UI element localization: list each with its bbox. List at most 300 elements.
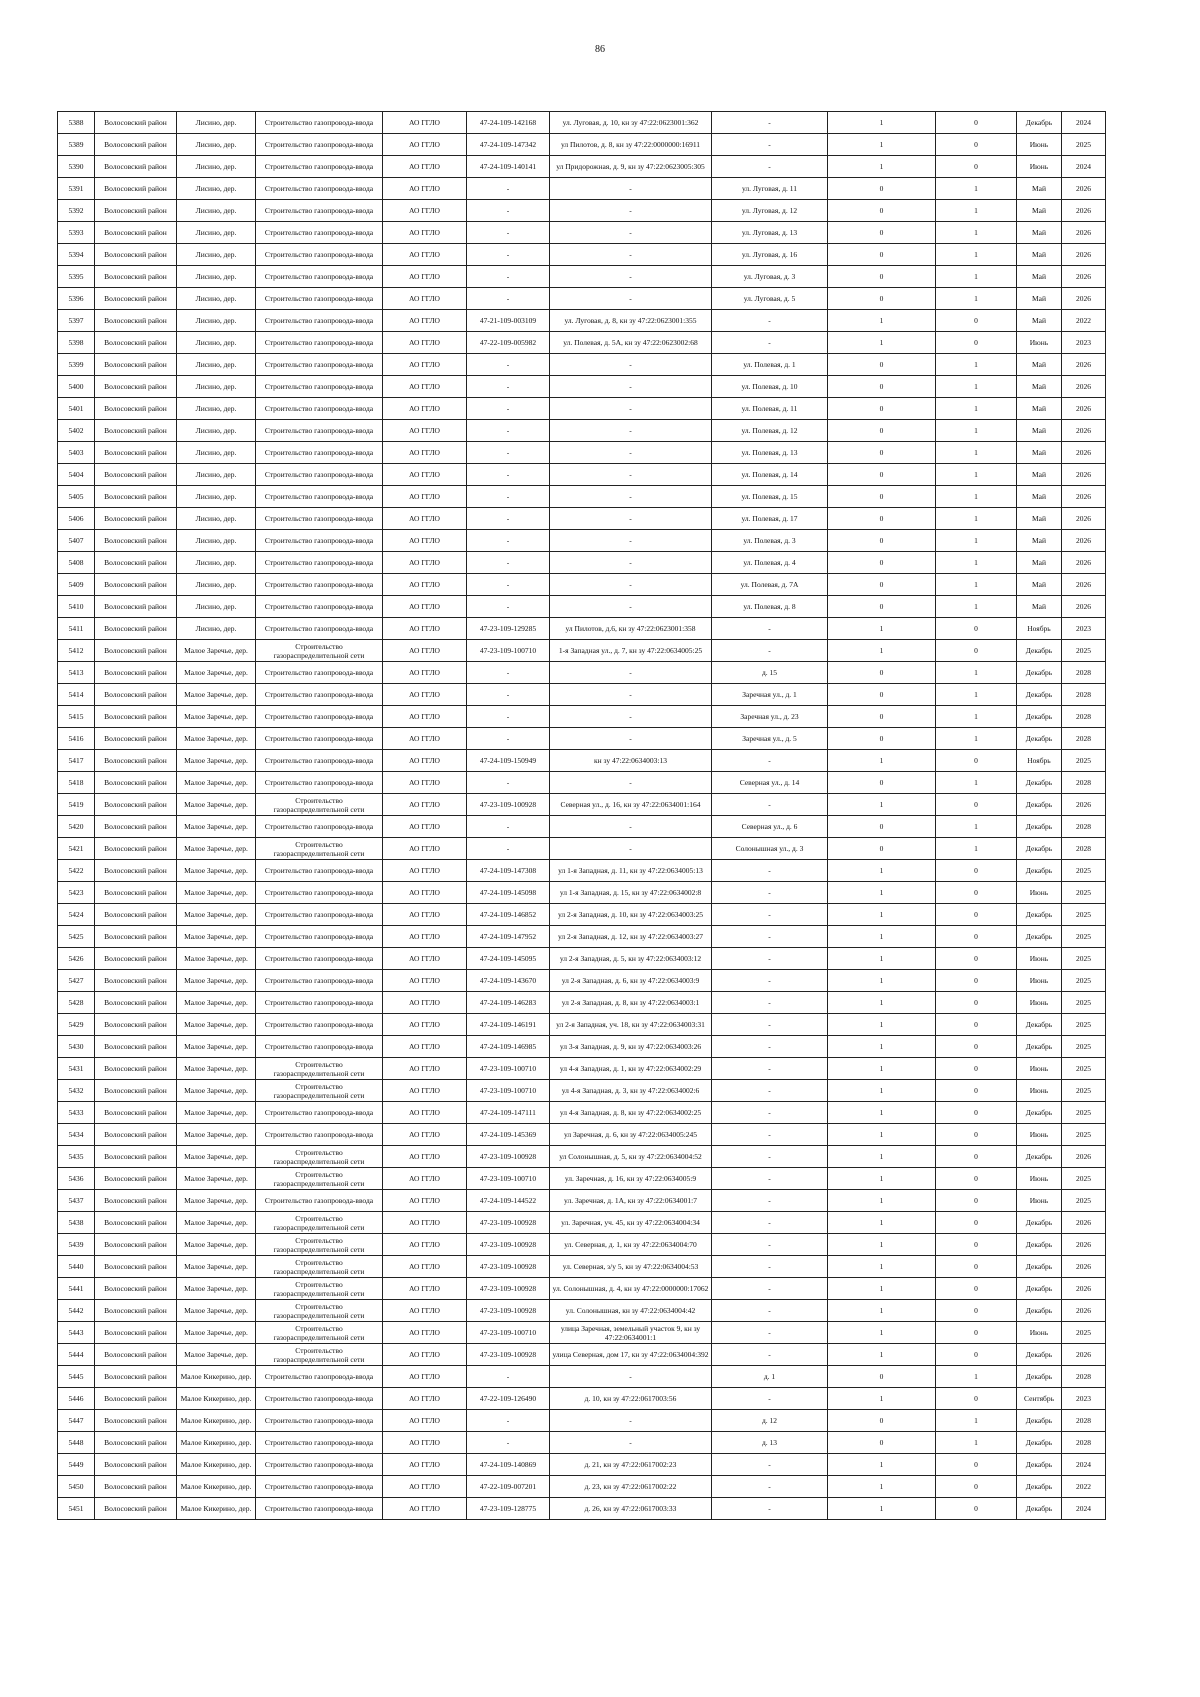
- address-cell: -: [712, 992, 828, 1014]
- planned-count-cell: 1: [936, 464, 1017, 486]
- connected-count-cell: 1: [828, 926, 936, 948]
- contract-number-cell: -: [467, 222, 550, 244]
- cadastral-address-cell: ул 2-я Западная, д. 12, кн зу 47:22:0634003:27: [550, 926, 712, 948]
- planned-count-cell: 0: [936, 1454, 1017, 1476]
- settlement-cell: Малое Заречье, дер.: [177, 926, 256, 948]
- month-cell: Декабрь: [1017, 1344, 1062, 1366]
- month-cell: Декабрь: [1017, 640, 1062, 662]
- table-row: [58, 1212, 1106, 1234]
- connected-count-cell: 0: [828, 464, 936, 486]
- month-cell: Декабрь: [1017, 706, 1062, 728]
- district-cell: Волосовский район: [95, 156, 177, 178]
- work-type-cell: Строительство газопровода-ввода: [256, 530, 383, 552]
- operator-cell: АО ГГЛО: [383, 486, 467, 508]
- address-cell: -: [712, 1344, 828, 1366]
- row-number: 5435: [58, 1146, 95, 1168]
- connected-count-cell: 1: [828, 860, 936, 882]
- contract-number-cell: 47-23-109-100710: [467, 1322, 550, 1344]
- row-number: 5451: [58, 1498, 95, 1520]
- work-type-cell: Строительство газораспределительной сети: [256, 1168, 383, 1190]
- district-cell: Волосовский район: [95, 574, 177, 596]
- table-row: [58, 640, 1106, 662]
- settlement-cell: Лисино, дер.: [177, 442, 256, 464]
- operator-cell: АО ГГЛО: [383, 1388, 467, 1410]
- planned-count-cell: 1: [936, 486, 1017, 508]
- row-number: 5429: [58, 1014, 95, 1036]
- contract-number-cell: 47-24-109-144522: [467, 1190, 550, 1212]
- address-cell: -: [712, 156, 828, 178]
- planned-count-cell: 0: [936, 1168, 1017, 1190]
- address-cell: -: [712, 310, 828, 332]
- planned-count-cell: 1: [936, 706, 1017, 728]
- month-cell: Декабрь: [1017, 860, 1062, 882]
- settlement-cell: Малое Заречье, дер.: [177, 1300, 256, 1322]
- district-cell: Волосовский район: [95, 1168, 177, 1190]
- operator-cell: АО ГГЛО: [383, 1146, 467, 1168]
- contract-number-cell: -: [467, 244, 550, 266]
- year-cell: 2025: [1062, 948, 1106, 970]
- work-type-cell: Строительство газопровода-ввода: [256, 1102, 383, 1124]
- year-cell: 2026: [1062, 200, 1106, 222]
- row-number: 5406: [58, 508, 95, 530]
- district-cell: Волосовский район: [95, 420, 177, 442]
- cadastral-address-cell: -: [550, 1366, 712, 1388]
- operator-cell: АО ГГЛО: [383, 398, 467, 420]
- planned-count-cell: 1: [936, 728, 1017, 750]
- address-cell: -: [712, 1102, 828, 1124]
- address-cell: -: [712, 1080, 828, 1102]
- month-cell: Декабрь: [1017, 1014, 1062, 1036]
- page-number: 86: [595, 44, 605, 55]
- work-type-cell: Строительство газопровода-ввода: [256, 398, 383, 420]
- work-type-cell: Строительство газопровода-ввода: [256, 1124, 383, 1146]
- planned-count-cell: 1: [936, 772, 1017, 794]
- district-cell: Волосовский район: [95, 112, 177, 134]
- month-cell: Декабрь: [1017, 1454, 1062, 1476]
- planned-count-cell: 1: [936, 1410, 1017, 1432]
- row-number: 5396: [58, 288, 95, 310]
- settlement-cell: Малое Кикерино, дер.: [177, 1476, 256, 1498]
- settlement-cell: Малое Заречье, дер.: [177, 706, 256, 728]
- work-type-cell: Строительство газопровода-ввода: [256, 332, 383, 354]
- district-cell: Волосовский район: [95, 684, 177, 706]
- district-cell: Волосовский район: [95, 926, 177, 948]
- contract-number-cell: 47-24-109-140141: [467, 156, 550, 178]
- connected-count-cell: 1: [828, 1498, 936, 1520]
- cadastral-address-cell: ул. Солонышная, д. 4, кн зу 47:22:0000000:17062: [550, 1278, 712, 1300]
- contract-number-cell: -: [467, 574, 550, 596]
- work-type-cell: Строительство газораспределительной сети: [256, 1212, 383, 1234]
- operator-cell: АО ГГЛО: [383, 684, 467, 706]
- settlement-cell: Малое Заречье, дер.: [177, 992, 256, 1014]
- table-row: [58, 1014, 1106, 1036]
- operator-cell: АО ГГЛО: [383, 860, 467, 882]
- table-row: [58, 1388, 1106, 1410]
- connected-count-cell: 1: [828, 1388, 936, 1410]
- planned-count-cell: 0: [936, 134, 1017, 156]
- row-number: 5445: [58, 1366, 95, 1388]
- planned-count-cell: 1: [936, 508, 1017, 530]
- row-number: 5416: [58, 728, 95, 750]
- address-cell: -: [712, 1454, 828, 1476]
- connected-count-cell: 1: [828, 1058, 936, 1080]
- year-cell: 2028: [1062, 1432, 1106, 1454]
- planned-count-cell: 1: [936, 530, 1017, 552]
- settlement-cell: Лисино, дер.: [177, 552, 256, 574]
- year-cell: 2026: [1062, 552, 1106, 574]
- cadastral-address-cell: ул. Заречная, д. 1А, кн зу 47:22:0634001:7: [550, 1190, 712, 1212]
- district-cell: Волосовский район: [95, 838, 177, 860]
- table-row: [58, 1080, 1106, 1102]
- operator-cell: АО ГГЛО: [383, 1190, 467, 1212]
- row-number: 5439: [58, 1234, 95, 1256]
- row-number: 5413: [58, 662, 95, 684]
- address-cell: -: [712, 134, 828, 156]
- connected-count-cell: 1: [828, 1300, 936, 1322]
- district-cell: Волосовский район: [95, 1366, 177, 1388]
- month-cell: Июнь: [1017, 1168, 1062, 1190]
- year-cell: 2026: [1062, 376, 1106, 398]
- cadastral-address-cell: -: [550, 596, 712, 618]
- month-cell: Июнь: [1017, 156, 1062, 178]
- table-row: [58, 200, 1106, 222]
- planned-count-cell: 0: [936, 1476, 1017, 1498]
- connected-count-cell: 1: [828, 1080, 936, 1102]
- work-type-cell: Строительство газопровода-ввода: [256, 266, 383, 288]
- planned-count-cell: 1: [936, 1432, 1017, 1454]
- address-cell: ул. Полевая, д. 7А: [712, 574, 828, 596]
- table-row: [58, 838, 1106, 860]
- cadastral-address-cell: ул. Заречная, д. 16, кн зу 47:22:0634005:9: [550, 1168, 712, 1190]
- settlement-cell: Лисино, дер.: [177, 244, 256, 266]
- contract-number-cell: 47-23-109-100928: [467, 1300, 550, 1322]
- connected-count-cell: 1: [828, 948, 936, 970]
- table-row: [58, 750, 1106, 772]
- operator-cell: АО ГГЛО: [383, 1344, 467, 1366]
- address-cell: д. 15: [712, 662, 828, 684]
- address-cell: Заречная ул., д. 1: [712, 684, 828, 706]
- connected-count-cell: 1: [828, 134, 936, 156]
- cadastral-address-cell: ул 4-я Западная, д. 1, кн зу 47:22:0634002:29: [550, 1058, 712, 1080]
- contract-number-cell: 47-24-109-146191: [467, 1014, 550, 1036]
- settlement-cell: Малое Заречье, дер.: [177, 882, 256, 904]
- settlement-cell: Лисино, дер.: [177, 596, 256, 618]
- planned-count-cell: 0: [936, 1058, 1017, 1080]
- contract-number-cell: -: [467, 662, 550, 684]
- year-cell: 2028: [1062, 706, 1106, 728]
- settlement-cell: Малое Заречье, дер.: [177, 750, 256, 772]
- address-cell: -: [712, 1256, 828, 1278]
- settlement-cell: Малое Кикерино, дер.: [177, 1410, 256, 1432]
- row-number: 5426: [58, 948, 95, 970]
- address-cell: ул. Луговая, д. 3: [712, 266, 828, 288]
- planned-count-cell: 0: [936, 332, 1017, 354]
- connected-count-cell: 1: [828, 1146, 936, 1168]
- district-cell: Волосовский район: [95, 882, 177, 904]
- cadastral-address-cell: ул 2-я Западная, д. 6, кн зу 47:22:0634003:9: [550, 970, 712, 992]
- settlement-cell: Малое Заречье, дер.: [177, 1212, 256, 1234]
- settlement-cell: Малое Заречье, дер.: [177, 838, 256, 860]
- year-cell: 2025: [1062, 970, 1106, 992]
- connected-count-cell: 1: [828, 112, 936, 134]
- operator-cell: АО ГГЛО: [383, 574, 467, 596]
- month-cell: Июнь: [1017, 948, 1062, 970]
- month-cell: Июнь: [1017, 992, 1062, 1014]
- operator-cell: АО ГГЛО: [383, 1058, 467, 1080]
- contract-number-cell: -: [467, 1410, 550, 1432]
- planned-count-cell: 0: [936, 1344, 1017, 1366]
- contract-number-cell: -: [467, 530, 550, 552]
- district-cell: Волосовский район: [95, 552, 177, 574]
- contract-number-cell: -: [467, 288, 550, 310]
- district-cell: Волосовский район: [95, 200, 177, 222]
- year-cell: 2026: [1062, 1256, 1106, 1278]
- district-cell: Волосовский район: [95, 1036, 177, 1058]
- settlement-cell: Малое Заречье, дер.: [177, 904, 256, 926]
- settlement-cell: Малое Заречье, дер.: [177, 1146, 256, 1168]
- table-row: [58, 1256, 1106, 1278]
- connected-count-cell: 0: [828, 1410, 936, 1432]
- address-cell: ул. Полевая, д. 17: [712, 508, 828, 530]
- address-cell: -: [712, 1014, 828, 1036]
- settlement-cell: Лисино, дер.: [177, 288, 256, 310]
- work-type-cell: Строительство газопровода-ввода: [256, 1036, 383, 1058]
- cadastral-address-cell: -: [550, 574, 712, 596]
- month-cell: Май: [1017, 200, 1062, 222]
- address-cell: -: [712, 926, 828, 948]
- district-cell: Волосовский район: [95, 816, 177, 838]
- address-cell: -: [712, 1190, 828, 1212]
- work-type-cell: Строительство газопровода-ввода: [256, 1190, 383, 1212]
- cadastral-address-cell: -: [550, 200, 712, 222]
- settlement-cell: Лисино, дер.: [177, 420, 256, 442]
- month-cell: Май: [1017, 398, 1062, 420]
- contract-number-cell: -: [467, 266, 550, 288]
- address-cell: ул. Луговая, д. 12: [712, 200, 828, 222]
- district-cell: Волосовский район: [95, 1388, 177, 1410]
- contract-number-cell: 47-24-109-145369: [467, 1124, 550, 1146]
- year-cell: 2025: [1062, 750, 1106, 772]
- month-cell: Июнь: [1017, 1190, 1062, 1212]
- connected-count-cell: 0: [828, 398, 936, 420]
- address-cell: ул. Полевая, д. 4: [712, 552, 828, 574]
- connected-count-cell: 1: [828, 904, 936, 926]
- district-cell: Волосовский район: [95, 486, 177, 508]
- row-number: 5424: [58, 904, 95, 926]
- cadastral-address-cell: ул 1-я Западная, д. 15, кн зу 47:22:0634002:8: [550, 882, 712, 904]
- address-cell: д. 13: [712, 1432, 828, 1454]
- work-type-cell: Строительство газопровода-ввода: [256, 112, 383, 134]
- planned-count-cell: 0: [936, 1234, 1017, 1256]
- planned-count-cell: 0: [936, 1278, 1017, 1300]
- year-cell: 2025: [1062, 134, 1106, 156]
- work-type-cell: Строительство газопровода-ввода: [256, 1410, 383, 1432]
- work-type-cell: Строительство газопровода-ввода: [256, 882, 383, 904]
- address-cell: ул. Полевая, д. 3: [712, 530, 828, 552]
- address-cell: ул. Полевая, д. 12: [712, 420, 828, 442]
- cadastral-address-cell: -: [550, 684, 712, 706]
- month-cell: Сентябрь: [1017, 1388, 1062, 1410]
- month-cell: Декабрь: [1017, 1146, 1062, 1168]
- month-cell: Декабрь: [1017, 1102, 1062, 1124]
- district-cell: Волосовский район: [95, 1300, 177, 1322]
- operator-cell: АО ГГЛО: [383, 750, 467, 772]
- address-cell: -: [712, 1476, 828, 1498]
- connected-count-cell: 0: [828, 684, 936, 706]
- planned-count-cell: 0: [936, 1322, 1017, 1344]
- contract-number-cell: 47-21-109-003109: [467, 310, 550, 332]
- year-cell: 2026: [1062, 288, 1106, 310]
- contract-number-cell: -: [467, 728, 550, 750]
- year-cell: 2026: [1062, 1278, 1106, 1300]
- row-number: 5428: [58, 992, 95, 1014]
- connected-count-cell: 1: [828, 640, 936, 662]
- connected-count-cell: 1: [828, 750, 936, 772]
- row-number: 5414: [58, 684, 95, 706]
- cadastral-address-cell: -: [550, 244, 712, 266]
- table-row: [58, 706, 1106, 728]
- year-cell: 2025: [1062, 992, 1106, 1014]
- connected-count-cell: 1: [828, 1190, 936, 1212]
- operator-cell: АО ГГЛО: [383, 970, 467, 992]
- month-cell: Май: [1017, 530, 1062, 552]
- settlement-cell: Лисино, дер.: [177, 200, 256, 222]
- contract-number-cell: -: [467, 838, 550, 860]
- settlement-cell: Лисино, дер.: [177, 508, 256, 530]
- connected-count-cell: 0: [828, 222, 936, 244]
- operator-cell: АО ГГЛО: [383, 420, 467, 442]
- year-cell: 2026: [1062, 354, 1106, 376]
- cadastral-address-cell: -: [550, 508, 712, 530]
- connected-count-cell: 1: [828, 794, 936, 816]
- year-cell: 2023: [1062, 332, 1106, 354]
- district-cell: Волосовский район: [95, 992, 177, 1014]
- planned-count-cell: 0: [936, 904, 1017, 926]
- cadastral-address-cell: ул Пилотов, д.6, кн зу 47:22:0623001:358: [550, 618, 712, 640]
- row-number: 5418: [58, 772, 95, 794]
- row-number: 5395: [58, 266, 95, 288]
- operator-cell: АО ГГЛО: [383, 596, 467, 618]
- contract-number-cell: -: [467, 508, 550, 530]
- work-type-cell: Строительство газопровода-ввода: [256, 420, 383, 442]
- work-type-cell: Строительство газораспределительной сети: [256, 1146, 383, 1168]
- operator-cell: АО ГГЛО: [383, 1036, 467, 1058]
- table-row: [58, 794, 1106, 816]
- settlement-cell: Малое Заречье, дер.: [177, 1190, 256, 1212]
- address-cell: -: [712, 1388, 828, 1410]
- year-cell: 2025: [1062, 926, 1106, 948]
- operator-cell: АО ГГЛО: [383, 706, 467, 728]
- planned-count-cell: 1: [936, 552, 1017, 574]
- planned-count-cell: 0: [936, 882, 1017, 904]
- year-cell: 2025: [1062, 1322, 1106, 1344]
- work-type-cell: Строительство газопровода-ввода: [256, 222, 383, 244]
- address-cell: -: [712, 1058, 828, 1080]
- month-cell: Декабрь: [1017, 1278, 1062, 1300]
- year-cell: 2026: [1062, 574, 1106, 596]
- address-cell: -: [712, 640, 828, 662]
- contract-number-cell: 47-24-109-146283: [467, 992, 550, 1014]
- cadastral-address-cell: улица Северная, дом 17, кн зу 47:22:0634004:392: [550, 1344, 712, 1366]
- district-cell: Волосовский район: [95, 706, 177, 728]
- row-number: 5423: [58, 882, 95, 904]
- work-type-cell: Строительство газопровода-ввода: [256, 1014, 383, 1036]
- operator-cell: АО ГГЛО: [383, 1300, 467, 1322]
- district-cell: Волосовский район: [95, 904, 177, 926]
- row-number: 5421: [58, 838, 95, 860]
- district-cell: Волосовский район: [95, 772, 177, 794]
- contract-number-cell: 47-24-109-140869: [467, 1454, 550, 1476]
- work-type-cell: Строительство газопровода-ввода: [256, 508, 383, 530]
- contract-number-cell: -: [467, 486, 550, 508]
- district-cell: Волосовский район: [95, 1498, 177, 1520]
- contract-number-cell: 47-23-109-100928: [467, 1344, 550, 1366]
- work-type-cell: Строительство газопровода-ввода: [256, 904, 383, 926]
- cadastral-address-cell: ул 3-я Западная, д. 9, кн зу 47:22:0634003:26: [550, 1036, 712, 1058]
- address-cell: Солонышная ул., д. 3: [712, 838, 828, 860]
- contract-number-cell: -: [467, 420, 550, 442]
- settlement-cell: Лисино, дер.: [177, 332, 256, 354]
- address-cell: ул. Полевая, д. 14: [712, 464, 828, 486]
- operator-cell: АО ГГЛО: [383, 112, 467, 134]
- table-row: [58, 1476, 1106, 1498]
- district-cell: Волосовский район: [95, 1344, 177, 1366]
- row-number: 5433: [58, 1102, 95, 1124]
- cadastral-address-cell: -: [550, 706, 712, 728]
- settlement-cell: Лисино, дер.: [177, 266, 256, 288]
- operator-cell: АО ГГЛО: [383, 816, 467, 838]
- contract-number-cell: 47-22-109-126490: [467, 1388, 550, 1410]
- address-cell: ул. Луговая, д. 16: [712, 244, 828, 266]
- work-type-cell: Строительство газораспределительной сети: [256, 1344, 383, 1366]
- cadastral-address-cell: ул. Заречная, уч. 45, кн зу 47:22:0634004:34: [550, 1212, 712, 1234]
- contract-number-cell: 47-22-109-007201: [467, 1476, 550, 1498]
- month-cell: Декабрь: [1017, 1498, 1062, 1520]
- operator-cell: АО ГГЛО: [383, 354, 467, 376]
- table-row: [58, 1168, 1106, 1190]
- settlement-cell: Малое Заречье, дер.: [177, 860, 256, 882]
- planned-count-cell: 1: [936, 178, 1017, 200]
- table-row: [58, 552, 1106, 574]
- work-type-cell: Строительство газопровода-ввода: [256, 178, 383, 200]
- district-cell: Волосовский район: [95, 222, 177, 244]
- connected-count-cell: 0: [828, 816, 936, 838]
- month-cell: Декабрь: [1017, 728, 1062, 750]
- settlement-cell: Малое Кикерино, дер.: [177, 1498, 256, 1520]
- work-type-cell: Строительство газопровода-ввода: [256, 684, 383, 706]
- cadastral-address-cell: кн зу 47:22:0634003:13: [550, 750, 712, 772]
- connected-count-cell: 1: [828, 1322, 936, 1344]
- settlement-cell: Малое Заречье, дер.: [177, 1278, 256, 1300]
- work-type-cell: Строительство газопровода-ввода: [256, 574, 383, 596]
- connected-count-cell: 0: [828, 244, 936, 266]
- settlement-cell: Малое Заречье, дер.: [177, 1080, 256, 1102]
- month-cell: Декабрь: [1017, 1432, 1062, 1454]
- cadastral-address-cell: Северная ул., д. 16, кн зу 47:22:0634001:164: [550, 794, 712, 816]
- connected-count-cell: 0: [828, 552, 936, 574]
- table-row: [58, 1410, 1106, 1432]
- operator-cell: АО ГГЛО: [383, 1498, 467, 1520]
- cadastral-address-cell: ул. Северная, д. 1, кн зу 47:22:0634004:70: [550, 1234, 712, 1256]
- operator-cell: АО ГГЛО: [383, 1322, 467, 1344]
- district-cell: Волосовский район: [95, 310, 177, 332]
- district-cell: Волосовский район: [95, 1212, 177, 1234]
- table-row: [58, 1102, 1106, 1124]
- table-row: [58, 1454, 1106, 1476]
- month-cell: Декабрь: [1017, 1476, 1062, 1498]
- year-cell: 2026: [1062, 486, 1106, 508]
- contract-number-cell: 47-24-109-147308: [467, 860, 550, 882]
